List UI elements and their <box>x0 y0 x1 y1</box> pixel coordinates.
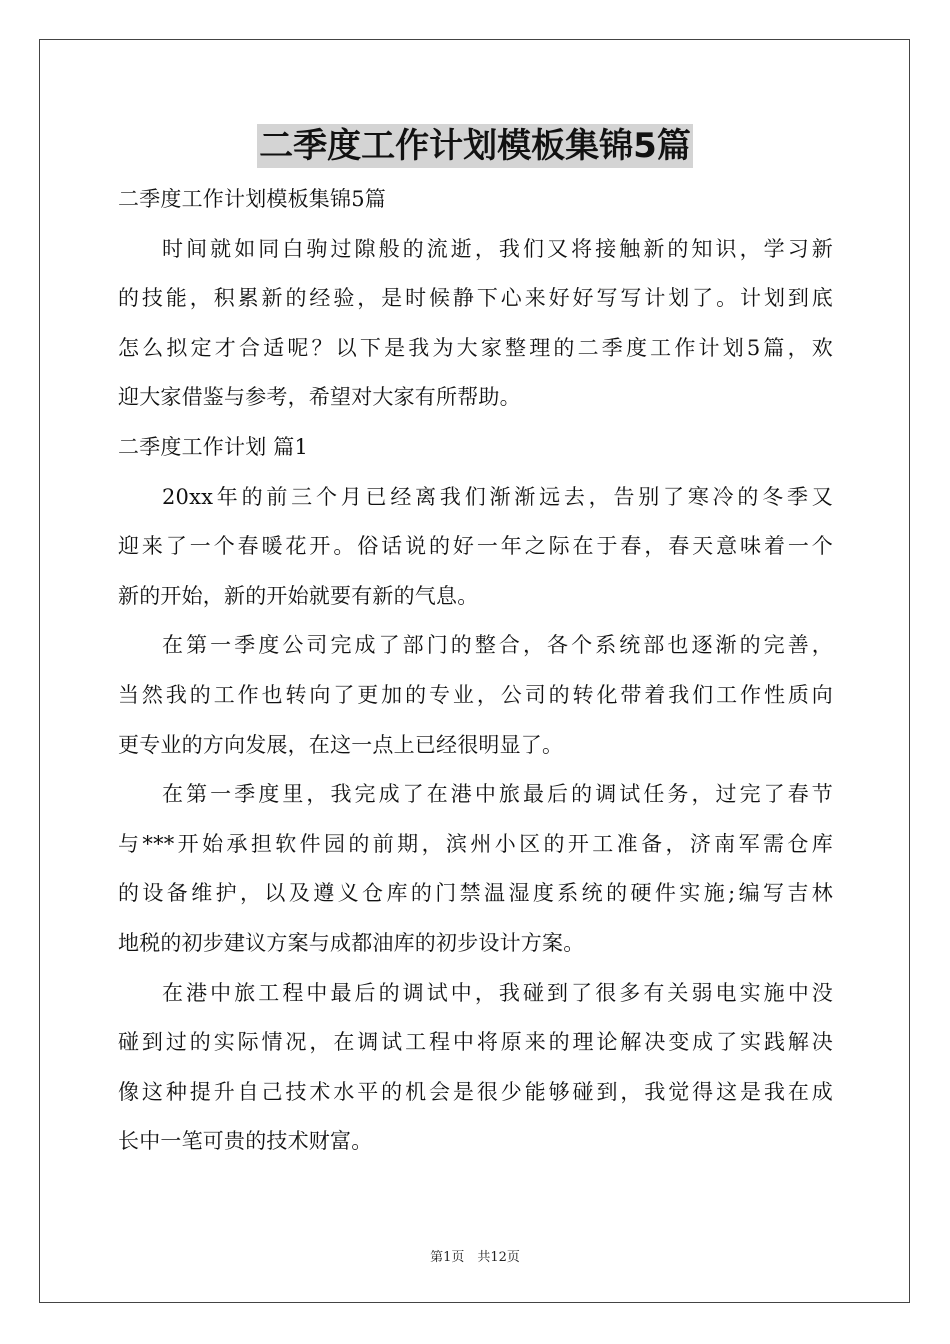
paragraph-line: 地税的初步建议方案与成都油库的初步设计方案。 <box>118 930 585 955</box>
paragraph-line: 在第一季度公司完成了部门的整合，各个系统部也逐渐的完善， <box>162 633 833 658</box>
document-title: 二季度工作计划模板集锦5篇 <box>259 126 691 166</box>
paragraph-line: 20xx年的前三个月已经离我们渐渐远去，告别了寒冷的冬季又 <box>162 484 833 509</box>
section-heading: 二季度工作计划 篇1 <box>118 434 309 459</box>
paragraph-line: 在第一季度里，我完成了在港中旅最后的调试任务，过完了春节 <box>162 782 833 807</box>
paragraph-line: 的设备维护，以及遵义仓库的门禁温湿度系统的硬件实施;编写吉林 <box>118 881 833 906</box>
paragraph-line: 长中一笔可贵的技术财富。 <box>118 1129 373 1154</box>
subtitle-line: 二季度工作计划模板集锦5篇 <box>118 187 386 211</box>
page-footer: 第1页 共12页 <box>430 1250 520 1265</box>
paragraph-line: 碰到过的实际情况，在调试工程中将原来的理论解决变成了实践解决 <box>118 1030 833 1055</box>
paragraph-line: 时间就如同白驹过隙般的流逝，我们又将接触新的知识，学习新 <box>162 236 833 261</box>
paragraph-line: 在港中旅工程中最后的调试中，我碰到了很多有关弱电实施中没 <box>162 980 833 1005</box>
title-container <box>0 124 950 168</box>
paragraph-line: 像这种提升自己技术水平的机会是很少能够碰到，我觉得这是我在成 <box>118 1079 833 1104</box>
paragraph-line: 更专业的方向发展，在这一点上已经很明显了。 <box>118 732 564 757</box>
paragraph-line: 怎么拟定才合适呢？以下是我为大家整理的二季度工作计划5篇，欢 <box>118 335 833 360</box>
paragraph-line: 的技能，积累新的经验，是时候静下心来好好写写计划了。计划到底 <box>118 286 833 311</box>
paragraph-line: 迎来了一个春暖花开。俗话说的好一年之际在于春，春天意味着一个 <box>118 534 833 559</box>
paragraph-line: 与***开始承担软件园的前期，滨州小区的开工准备，济南军需仓库 <box>118 831 833 856</box>
paragraph-line: 当然我的工作也转向了更加的专业，公司的转化带着我们工作性质向 <box>118 682 833 707</box>
paragraph-line: 迎大家借鉴与参考，希望对大家有所帮助。 <box>118 385 521 410</box>
document-body <box>118 175 833 1167</box>
paragraph-line: 新的开始，新的开始就要有新的气息。 <box>118 583 479 608</box>
